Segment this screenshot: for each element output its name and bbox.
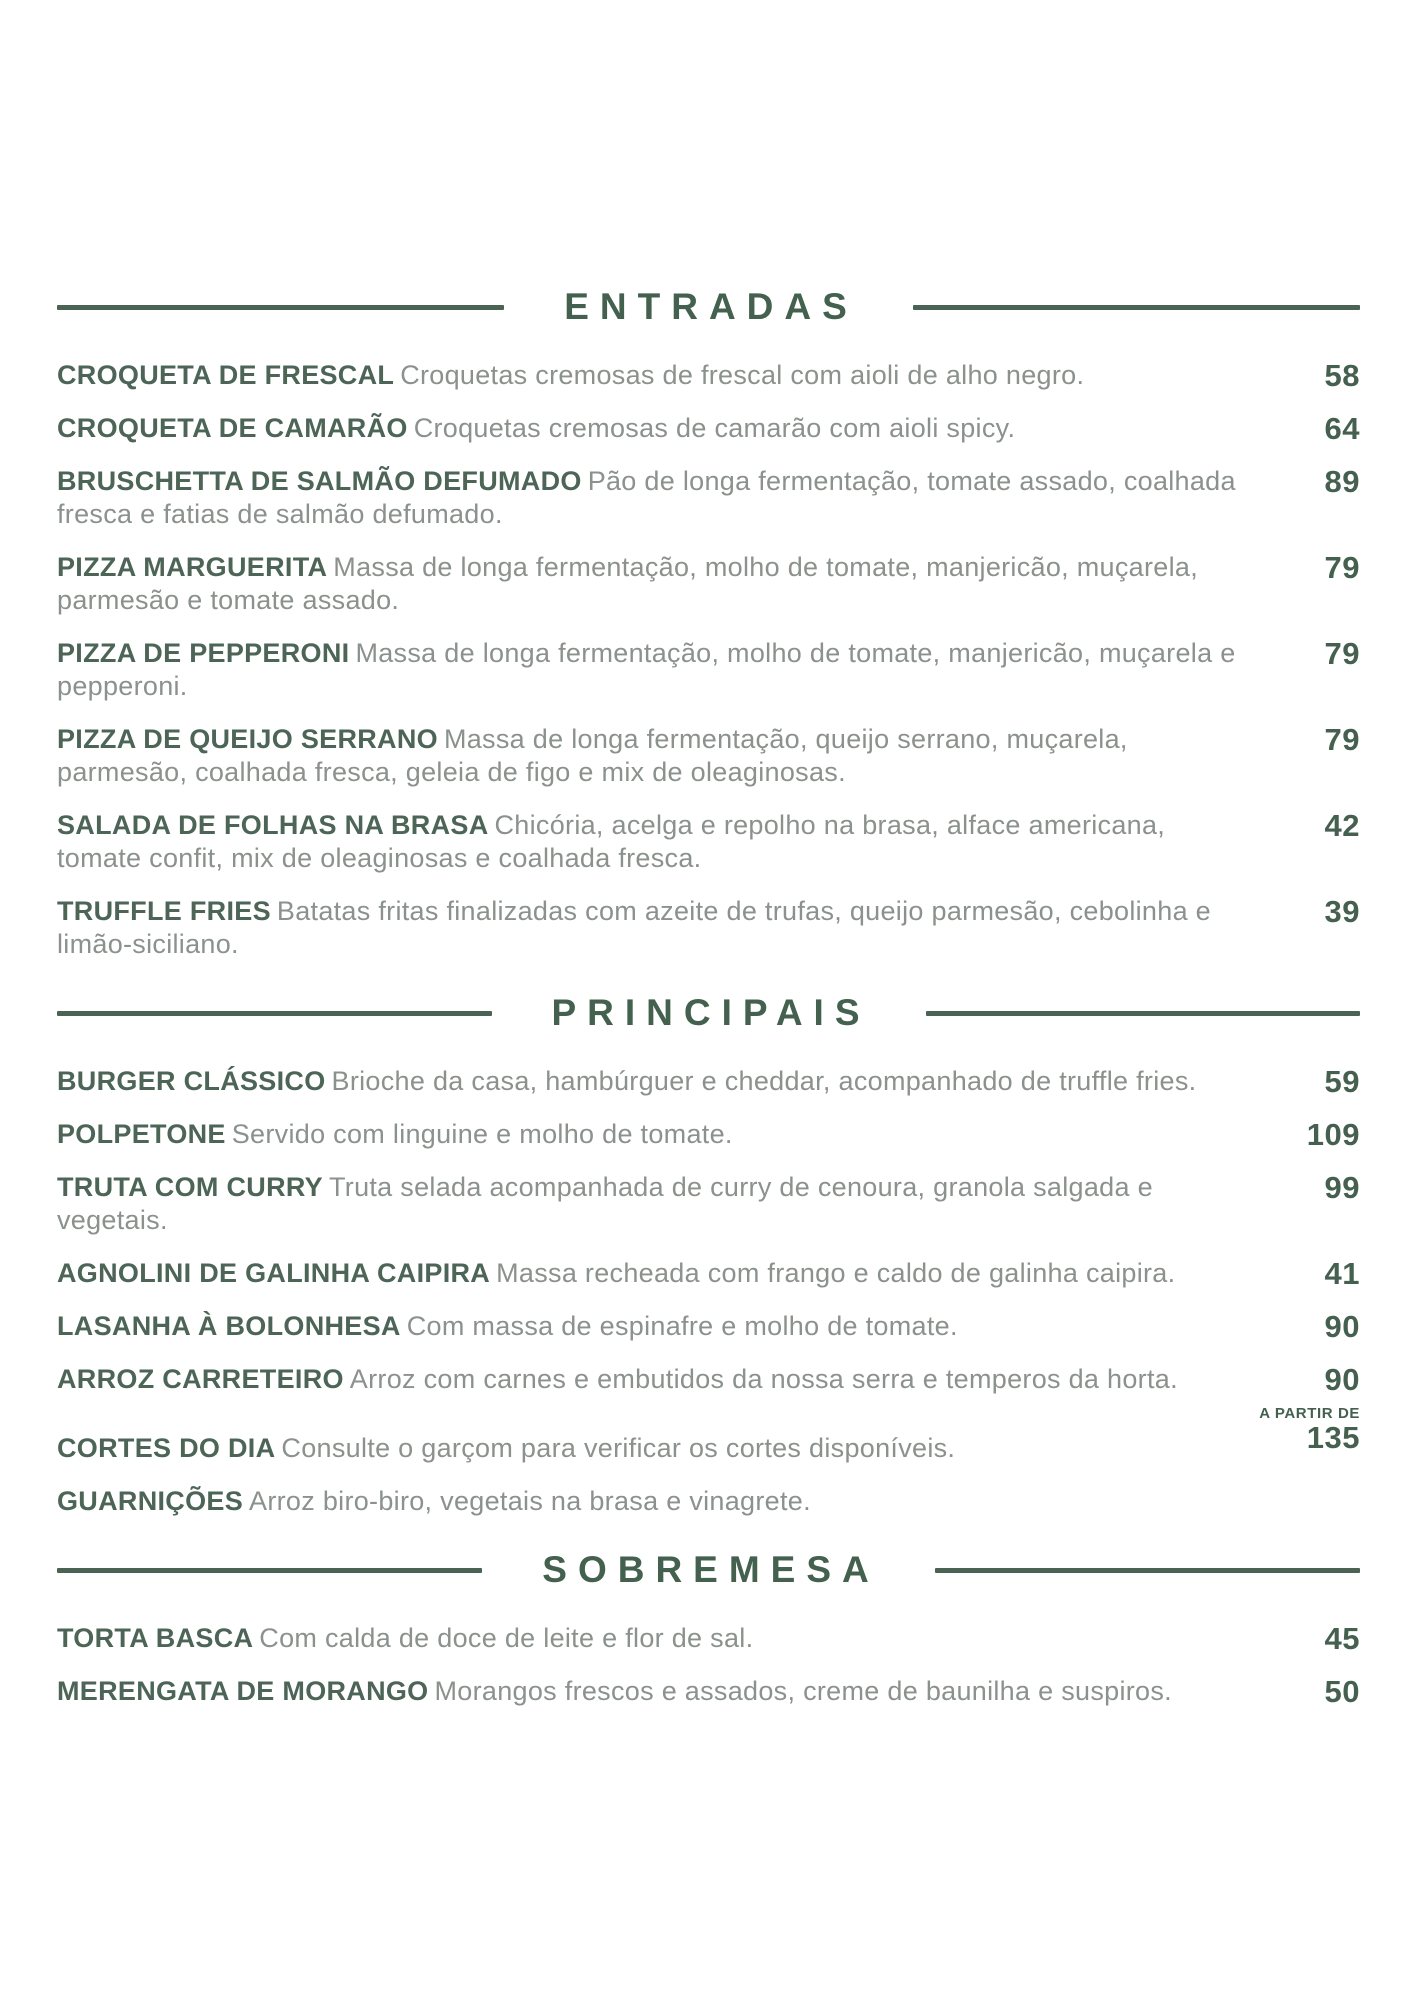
item-name: POLPETONE	[57, 1119, 226, 1149]
item-description: Servido com linguine e molho de tomate.	[231, 1119, 733, 1149]
item-text	[57, 1432, 1219, 1465]
item-price: 109	[1306, 1117, 1360, 1152]
menu-item	[57, 1622, 1360, 1655]
item-text	[57, 1310, 1242, 1343]
item-text	[57, 1363, 1242, 1396]
item-text	[57, 1257, 1242, 1290]
item-price-block	[1282, 1065, 1360, 1098]
item-description: Massa recheada com frango e caldo de galinha caipira.	[496, 1258, 1176, 1288]
item-price-block	[1282, 1118, 1360, 1151]
item-name: LASANHA À BOLONHESA	[57, 1311, 401, 1341]
menu-item	[57, 723, 1360, 789]
section-items	[57, 359, 1360, 961]
menu-item	[57, 359, 1360, 392]
item-name: CROQUETA DE CAMARÃO	[57, 413, 408, 443]
item-text	[57, 551, 1242, 617]
item-price: 64	[1324, 411, 1360, 446]
section-items	[57, 1622, 1360, 1708]
item-price-block	[1282, 1675, 1360, 1708]
item-price: 79	[1324, 636, 1360, 671]
menu-section	[57, 283, 1360, 961]
item-name: GUARNIÇÕES	[57, 1486, 244, 1516]
item-price: 90	[1324, 1362, 1360, 1397]
item-text	[57, 809, 1242, 875]
item-text	[57, 895, 1242, 961]
menu-item	[57, 1257, 1360, 1290]
item-price: 50	[1324, 1674, 1360, 1709]
item-price-block	[1282, 637, 1360, 670]
item-text	[57, 1622, 1242, 1655]
item-name: PIZZA DE PEPPERONI	[57, 638, 350, 668]
item-price-block	[1282, 1171, 1360, 1204]
item-description: Arroz com carnes e embutidos da nossa serra e temperos da horta.	[349, 1364, 1178, 1394]
divider-line-left	[57, 1011, 492, 1016]
item-price: 58	[1324, 358, 1360, 393]
item-price-block	[1282, 1622, 1360, 1655]
menu-item	[57, 1363, 1360, 1396]
item-price: 99	[1324, 1170, 1360, 1205]
item-description: Brioche da casa, hambúrguer e cheddar, acompanhado de truffle fries.	[331, 1066, 1197, 1096]
item-price-block	[1259, 1405, 1360, 1453]
item-price-block	[1282, 359, 1360, 392]
item-price: 45	[1324, 1621, 1360, 1656]
item-description: Chicória, acelga e repolho na brasa, alface americana, tomate confit, mix de oleaginosas e coalhada fresca.	[57, 810, 1166, 873]
item-price-block	[1282, 1257, 1360, 1290]
item-text	[57, 465, 1242, 531]
section-items	[57, 1065, 1360, 1518]
item-name: ARROZ CARRETEIRO	[57, 1364, 344, 1394]
divider-line-left	[57, 305, 504, 310]
divider-line-right	[913, 305, 1360, 310]
item-name: CROQUETA DE FRESCAL	[57, 360, 395, 390]
item-price: 90	[1324, 1309, 1360, 1344]
item-price: 135	[1306, 1420, 1360, 1455]
menu-item	[57, 1310, 1360, 1343]
item-name: TRUTA COM CURRY	[57, 1172, 323, 1202]
item-name: SALADA DE FOLHAS NA BRASA	[57, 810, 489, 840]
item-name: CORTES DO DIA	[57, 1433, 276, 1463]
menu-section	[57, 1546, 1360, 1708]
item-text	[57, 1675, 1242, 1708]
item-description: Massa de longa fermentação, queijo serrano, muçarela, parmesão, coalhada fresca, geleia de figo e mix de oleaginosas.	[57, 724, 1128, 787]
menu-section	[57, 989, 1360, 1518]
menu-item	[57, 1118, 1360, 1151]
item-price-block	[1282, 465, 1360, 498]
item-name: BRUSCHETTA DE SALMÃO DEFUMADO	[57, 466, 582, 496]
menu-item	[57, 1485, 1360, 1518]
item-description: Massa de longa fermentação, molho de tomate, manjericão, muçarela, parmesão e tomate assado.	[57, 552, 1199, 615]
item-price-block	[1282, 895, 1360, 928]
item-description: Massa de longa fermentação, molho de tomate, manjericão, muçarela e pepperoni.	[57, 638, 1236, 701]
divider-line-right	[935, 1568, 1360, 1573]
item-name: AGNOLINI DE GALINHA CAIPIRA	[57, 1258, 491, 1288]
item-description: Batatas fritas finalizadas com azeite de trufas, queijo parmesão, cebolinha e limão-siciliano.	[57, 896, 1212, 959]
item-description: Com calda de doce de leite e flor de sal.	[259, 1623, 754, 1653]
item-description: Morangos frescos e assados, creme de baunilha e suspiros.	[434, 1676, 1172, 1706]
item-text	[57, 1065, 1242, 1098]
divider-line-right	[926, 1011, 1361, 1016]
item-price-block	[1282, 809, 1360, 842]
item-text	[57, 412, 1242, 445]
item-price: 39	[1324, 894, 1360, 929]
item-name: TORTA BASCA	[57, 1623, 254, 1653]
menu-item	[57, 895, 1360, 961]
item-price-block	[1282, 551, 1360, 584]
menu-item	[57, 412, 1360, 445]
item-price-block	[1282, 723, 1360, 756]
divider-line-left	[57, 1568, 482, 1573]
section-title: ENTRADAS	[564, 286, 858, 327]
item-text	[57, 1118, 1242, 1151]
item-price-note: A PARTIR DE	[1259, 1405, 1360, 1422]
menu-item	[57, 809, 1360, 875]
item-description: Truta selada acompanhada de curry de cenoura, granola salgada e vegetais.	[57, 1172, 1153, 1235]
section-title: SOBREMESA	[542, 1549, 880, 1590]
item-name: MERENGATA DE MORANGO	[57, 1676, 429, 1706]
item-description: Pão de longa fermentação, tomate assado, coalhada fresca e fatias de salmão defumado.	[57, 466, 1236, 529]
item-description: Croquetas cremosas de frescal com aioli de alho negro.	[400, 360, 1085, 390]
item-text	[57, 637, 1242, 703]
item-price: 41	[1324, 1256, 1360, 1291]
menu-item	[57, 551, 1360, 617]
item-text	[57, 1171, 1242, 1237]
item-price: 79	[1324, 550, 1360, 585]
section-header	[57, 1546, 1360, 1594]
item-price-block	[1282, 1363, 1360, 1396]
item-price: 79	[1324, 722, 1360, 757]
item-text	[57, 723, 1242, 789]
section-title: PRINCIPAIS	[551, 992, 871, 1033]
item-price: 89	[1324, 464, 1360, 499]
menu-item	[57, 637, 1360, 703]
item-description: Croquetas cremosas de camarão com aioli spicy.	[413, 413, 1016, 443]
item-name: PIZZA MARGUERITA	[57, 552, 328, 582]
menu-item	[57, 1171, 1360, 1237]
item-name: PIZZA DE QUEIJO SERRANO	[57, 724, 438, 754]
item-name: TRUFFLE FRIES	[57, 896, 271, 926]
section-header	[57, 283, 1360, 331]
section-header	[57, 989, 1360, 1037]
menu-item	[57, 1065, 1360, 1098]
item-text	[57, 1485, 1242, 1518]
item-price-block	[1282, 412, 1360, 445]
item-price-block	[1282, 1310, 1360, 1343]
item-description: Com massa de espinafre e molho de tomate.	[406, 1311, 958, 1341]
menu-item	[57, 465, 1360, 531]
item-price: 59	[1324, 1064, 1360, 1099]
menu-item	[57, 1675, 1360, 1708]
item-price: 42	[1324, 808, 1360, 843]
item-text	[57, 359, 1242, 392]
item-description: Consulte o garçom para verificar os cortes disponíveis.	[281, 1433, 956, 1463]
item-description: Arroz biro-biro, vegetais na brasa e vinagrete.	[249, 1486, 811, 1516]
item-name: BURGER CLÁSSICO	[57, 1066, 326, 1096]
menu-item	[57, 1405, 1360, 1465]
